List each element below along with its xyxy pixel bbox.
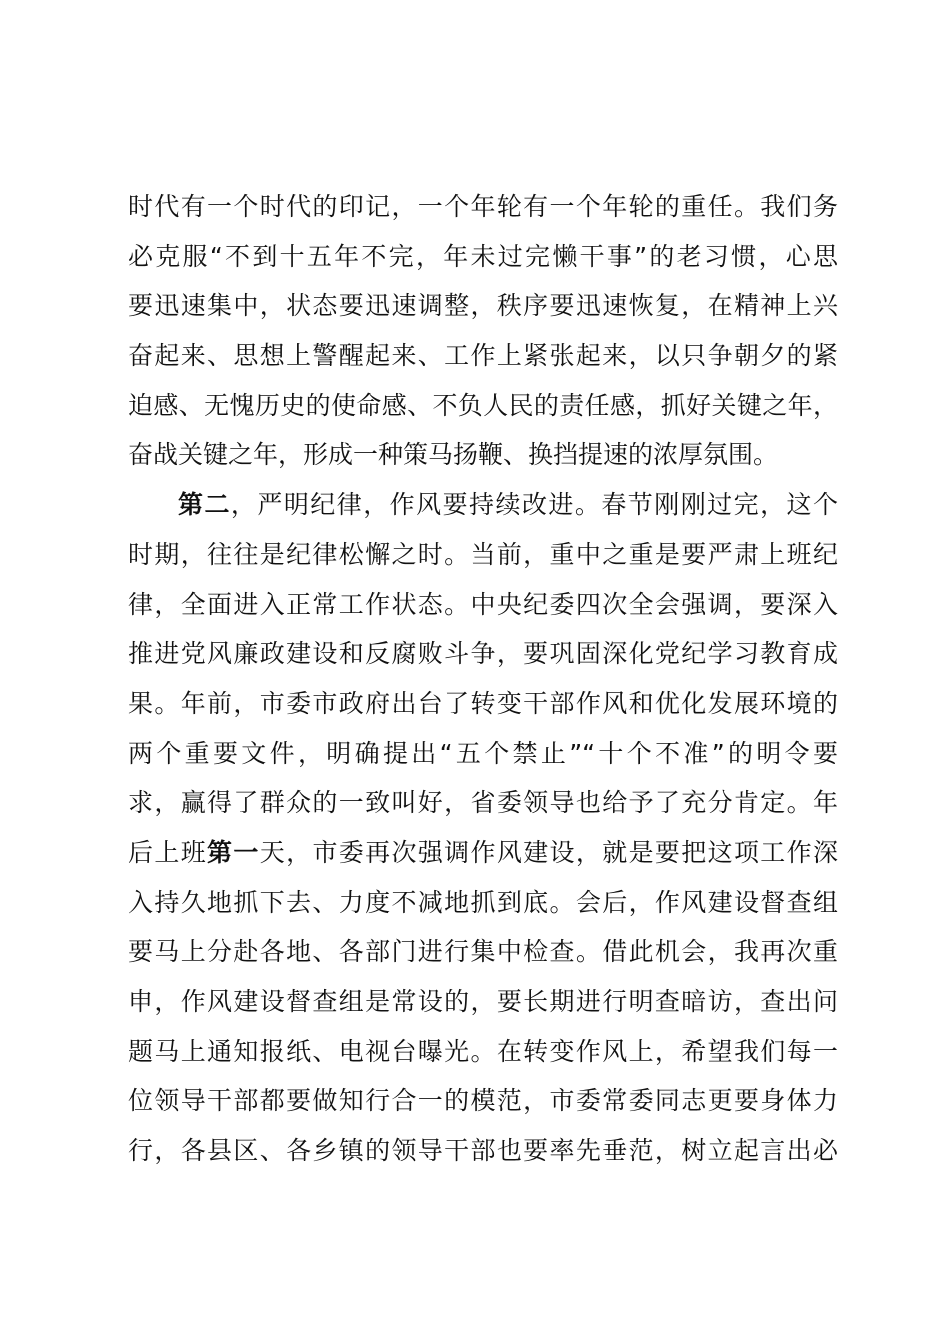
text-line: 推进党风廉政建设和反腐败斗争，要巩固深化党纪学习教育成 (128, 639, 838, 669)
text-line: 题马上通知报纸、电视台曝光。在转变作风上，希望我们每一 (128, 1036, 838, 1066)
text-line: 律，全面进入正常工作状态。中央纪委四次全会强调，要深入 (128, 589, 838, 619)
text-line: 位领导干部都要做知行合一的模范，市委常委同志更要身体力 (128, 1086, 838, 1116)
text-line: 入持久地抓下去、力度不减地抓到底。会后，作风建设督查组 (128, 887, 838, 917)
text-line: 奋战关键之年，形成一种策马扬鞭、换挡提速的浓厚氛围。 (128, 440, 779, 470)
text-line (128, 828, 838, 878)
body-text (128, 182, 838, 1176)
bold-heading: 第二 (178, 490, 231, 520)
text-line: 必克服“不到十五年不完，年未过完懒干事”的老习惯，心思 (128, 241, 838, 271)
text-line: 求，赢得了群众的一致叫好，省委领导也给予了充分肯定。年 (128, 788, 838, 818)
text-line: 时代有一个时代的印记，一个年轮有一个年轮的重任。我们务 (128, 192, 838, 221)
text-segment: ，严明纪律，作风要持续改进。春节刚刚过完，这个 (230, 490, 838, 520)
text-segment: 天，市委再次强调作风建设，就是要把这项工作深 (259, 837, 838, 867)
text-segment: 后上班 (128, 837, 208, 867)
text-line: 申，作风建设督查组是常设的，要长期进行明查暗访，查出问 (128, 987, 838, 1016)
text-line: 迫感、无愧历史的使命感、不负人民的责任感，抓好关键之年， (128, 390, 838, 420)
text-line: 要马上分赴各地、各部门进行集中检查。借此机会，我再次重 (128, 937, 838, 967)
paragraph-first-line (128, 480, 838, 530)
text-line: 要迅速集中，状态要迅速调整，秩序要迅速恢复，在精神上兴 (128, 291, 838, 321)
text-line: 果。年前，市委市政府出台了转变干部作风和优化发展环境的 (128, 688, 838, 718)
text-line: 行，各县区、各乡镇的领导干部也要率先垂范，树立起言出必 (128, 1136, 838, 1166)
text-line: 两个重要文件，明确提出“五个禁止”“十个不准”的明令要 (128, 738, 838, 768)
bold-text: 第一 (207, 837, 260, 867)
text-line: 奋起来、思想上警醒起来、工作上紧张起来，以只争朝夕的紧 (128, 341, 838, 371)
text-line: 时期，往往是纪律松懈之时。当前，重中之重是要严肃上班纪 (128, 539, 838, 569)
